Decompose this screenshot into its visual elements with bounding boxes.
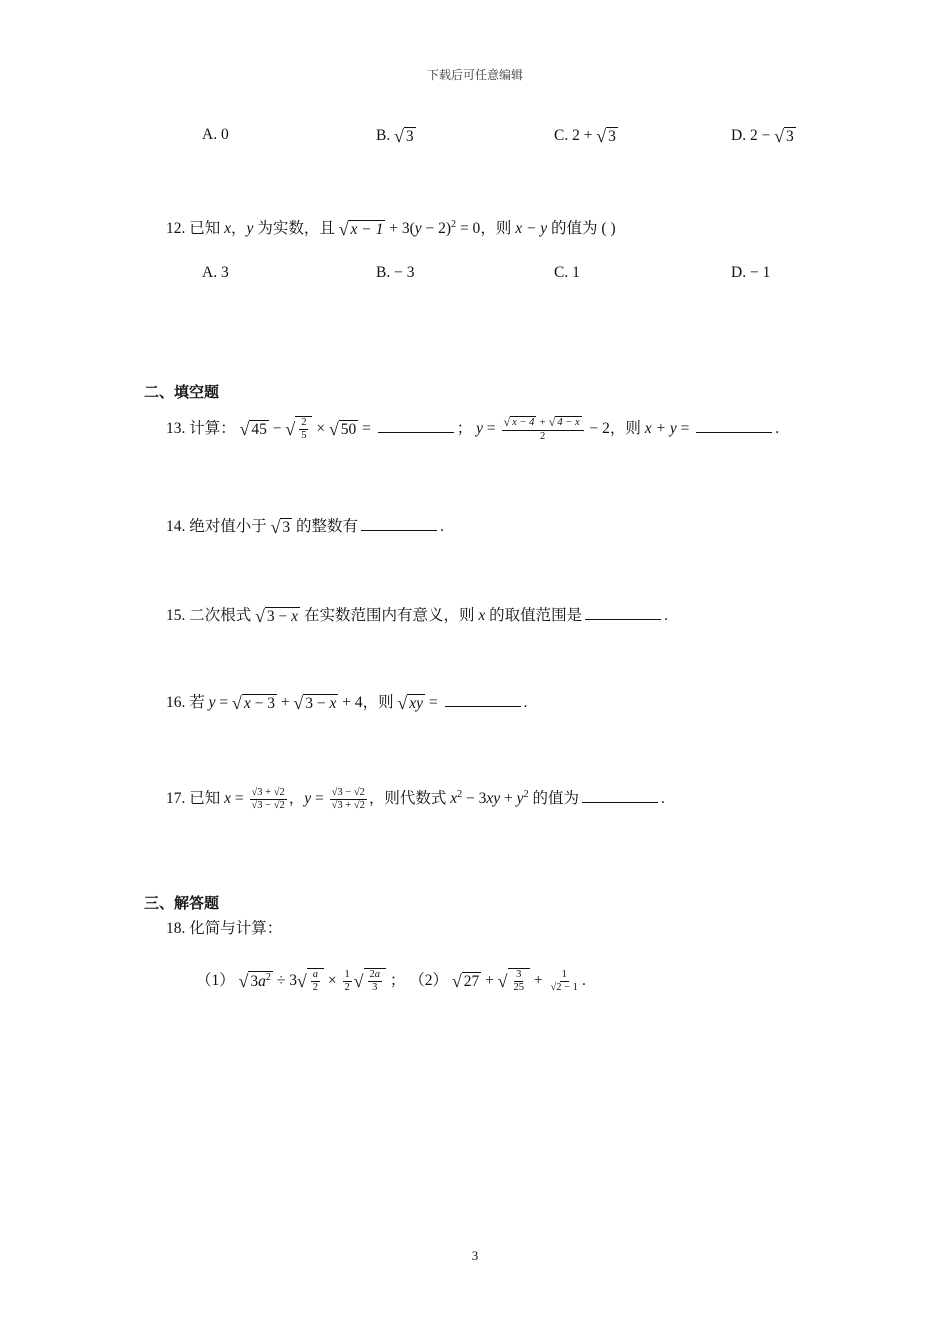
answer-blank[interactable]	[585, 618, 661, 620]
question-15	[166, 603, 668, 627]
sqrt-expression: √ 3	[394, 126, 414, 146]
q11-option-b	[376, 126, 416, 147]
question-text: 已知	[189, 220, 221, 237]
question-text: 的值为 ( )	[551, 220, 616, 237]
math-y-definition: y = $\frac{√3 - √2}{√3 + √2}$	[304, 786, 365, 811]
page-header: 下载后可任意编辑	[426, 68, 523, 82]
question-text: .	[664, 607, 668, 624]
math-x-definition: x = $\frac{√3 + √2}{√3 - √2}$	[224, 786, 285, 811]
question-text: 二次根式	[189, 607, 252, 624]
math-x-y: x	[224, 220, 232, 237]
math-part-2: √ 27 + √ $\frac{3}{25}$ + $\frac{1}{√2 - 1}$ .	[451, 968, 586, 994]
question-text: 若	[189, 694, 205, 711]
question-text: ，则	[480, 220, 512, 237]
q11-option-a	[202, 126, 229, 144]
question-text: 为实数，且	[257, 220, 335, 237]
question-number: 18.	[166, 920, 186, 937]
question-13: 13. 计算： √ 45 − √ $\frac{2}{5}$ × √ 50 = ； y = $\frac{√ x - 4 + √ 4 - x}{2}$ − 2，则 x + y = .	[166, 415, 780, 442]
math-algebraic-expression: $x^2 - 3xy + y^2$	[450, 788, 529, 807]
math-expression-2: y = $\frac{√ x - 4 + √ 4 - x}{2}$ − 2	[476, 415, 610, 442]
q11-option-c	[554, 126, 618, 147]
option-label: D.	[731, 127, 747, 145]
question-16: 16. 若 y = √ x − 3 + √ 3 − x + 4，则 √ xy = .	[166, 692, 528, 713]
question-text: .	[440, 518, 444, 535]
question-text: 的整数有	[296, 518, 359, 535]
question-number: 16.	[166, 694, 186, 711]
question-18	[166, 916, 282, 938]
math-part-1: √ $3a^2 \div 3√$ $\frac{a}{2}$ × $\frac{1}{2}$ √ $\frac{2a}{3}$	[239, 972, 390, 989]
answer-blank[interactable]	[361, 529, 437, 531]
question-text: 绝对值小于	[189, 518, 267, 535]
question-12: 12. 已知 x，y 为实数，且 √ $x - 1 + 3(y - 2)^2 = 0$，则 x − y 的值为 ( )	[166, 218, 616, 239]
math-equation: y = √ x − 3 + √ 3 − x + 4	[208, 692, 363, 713]
question-number: 17.	[166, 790, 186, 807]
part-label: （2）	[409, 972, 449, 989]
question-text: 化简与计算：	[189, 920, 283, 937]
math-y: y	[246, 220, 254, 237]
answer-blank[interactable]	[696, 431, 772, 433]
answer-blank[interactable]	[378, 431, 454, 433]
question-text: .	[660, 790, 665, 807]
question-18-parts	[196, 968, 586, 995]
question-17: 17. 已知 x = $\frac{√3 + √2}{√3 - √2}$ ，y = $\frac{√3 - √2}{√3 + √2}$ ，则代数式 $x^2 - 3xy + y^2$ 的值为 .	[166, 786, 665, 811]
question-text: 的取值范围是	[489, 607, 583, 624]
question-text: 在实数范围内有意义，则	[303, 607, 475, 624]
q12-option-d: D. − 1	[731, 264, 771, 281]
section-title-fill-blank: 二、填空题	[144, 384, 220, 401]
math-sqrt-xy: √ xy =	[397, 692, 438, 713]
separator: ；	[389, 972, 406, 989]
section-title-solve: 三、解答题	[144, 895, 220, 912]
sqrt-expression: √ 3	[270, 516, 291, 537]
answer-blank[interactable]	[445, 705, 521, 707]
math-x: x	[478, 607, 486, 624]
sqrt-expression: √ 3	[774, 126, 794, 146]
question-text: 已知	[189, 790, 221, 807]
q12-option-a: A. 3	[202, 264, 229, 281]
page-number: 3	[471, 1248, 479, 1263]
answer-blank[interactable]	[582, 801, 658, 803]
q12-option-b: B. − 3	[376, 264, 415, 281]
question-number: 15.	[166, 607, 186, 624]
question-text: ，则	[609, 420, 641, 438]
math-expression-1: √ 45 − √ $\frac{2}{5}$ × √ 50 =	[239, 417, 371, 442]
q12-option-c: C. 1	[554, 264, 580, 281]
question-text: ；	[456, 420, 473, 438]
option-prefix: 2 −	[749, 127, 775, 145]
question-text: ，则	[362, 694, 394, 711]
option-label: A.	[202, 126, 218, 143]
part-label: （1）	[196, 972, 235, 989]
option-prefix: 2 +	[572, 127, 597, 145]
question-number: 14.	[166, 518, 186, 535]
question-14	[166, 514, 444, 538]
option-value: 0	[220, 126, 229, 143]
q11-option-d	[731, 126, 796, 147]
question-text: ，则代数式	[368, 790, 447, 807]
sqrt-expression: √ 3 − x	[255, 605, 299, 626]
option-label: C.	[554, 127, 569, 145]
question-number: 13.	[166, 420, 186, 438]
option-label: B.	[376, 127, 391, 145]
question-text: 的值为	[532, 790, 579, 807]
question-number: 12.	[166, 220, 186, 237]
sqrt-expression: √ 3	[596, 126, 616, 146]
question-text: 计算：	[189, 420, 236, 438]
math-equation: √ $x - 1 + 3(y - 2)^2 = 0$	[338, 218, 481, 239]
math-x-plus-y: x + y =	[644, 420, 690, 438]
math-x-minus-y: x − y	[515, 220, 548, 237]
